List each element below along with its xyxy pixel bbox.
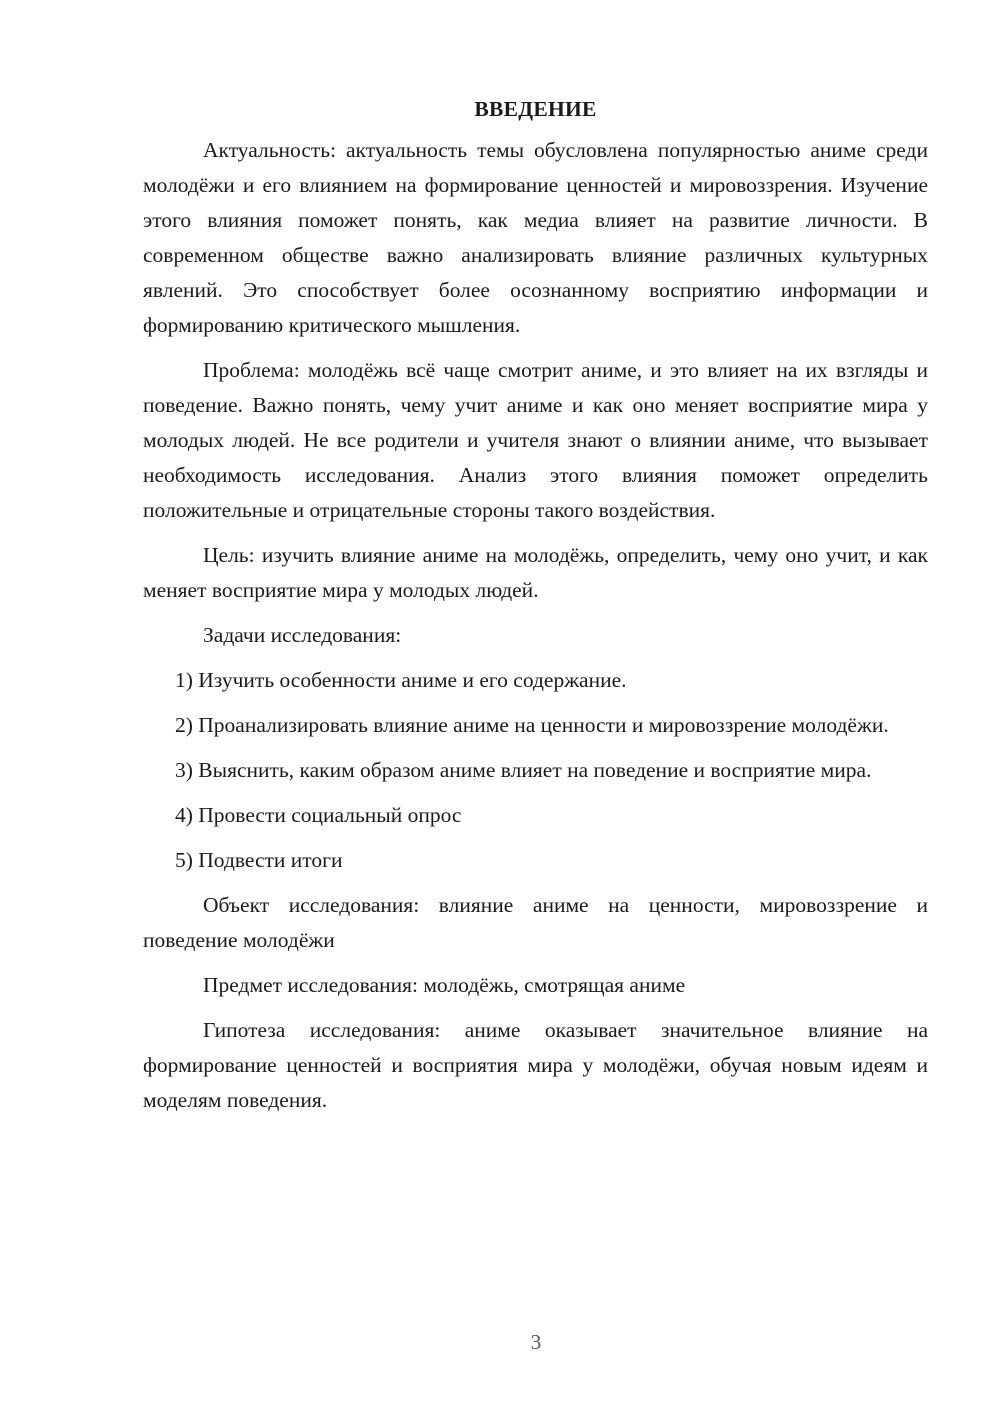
tasks-list [143,663,928,878]
problem-paragraph: Проблема: молодёжь всё чаще смотрит аниме, и это влияет на их взгляды и поведение. Важно понять, чему учит аниме и как оно меняет восприятие мира у молодых людей. Не все родители и учителя знают о влиянии аниме, что вызывает необходимость исследования. Анализ этого влияния поможет определить положительные и отрицательные стороны такого воздействия. [143,358,928,522]
task-item-3: 3) Выяснить, каким образом аниме влияет на поведение и восприятие мира. [175,758,872,782]
task-item-2: 2) Проанализировать влияние аниме на ценности и мировоззрение молодёжи. [175,713,889,737]
task-item-5: 5) Подвести итоги [175,848,343,872]
object-paragraph: Объект исследования: влияние аниме на ценности, мировоззрение и поведение молодёжи [143,893,928,952]
document-page [143,92,928,1128]
goal-paragraph: Цель: изучить влияние аниме на молодёжь, определить, чему оно учит, и как меняет восприятие мира у молодых людей. [143,543,928,602]
tasks-heading: Задачи исследования: [203,623,402,647]
hypothesis-paragraph: Гипотеза исследования: аниме оказывает значительное влияние на формирование ценностей и восприятия мира у молодёжи, обучая новым идеям и моделям поведения. [143,1018,928,1112]
task-item-1: 1) Изучить особенности аниме и его содержание. [175,668,627,692]
section-title: ВВЕДЕНИЕ [474,97,597,121]
subject-paragraph: Предмет исследования: молодёжь, смотрящая аниме [203,973,686,997]
relevance-paragraph: Актуальность: актуальность темы обусловлена популярностью аниме среди молодёжи и его влиянием на формирование ценностей и мировоззрения. Изучение этого влияния поможет понять, как медиа влияет на развитие личности. В современном обществе важно анализировать влияние различных культурных явлений. Это способствует более осознанному восприятию информации и формированию критического мышления. [143,138,928,337]
page-number: 3 [530,1330,542,1354]
task-item-4: 4) Провести социальный опрос [175,803,462,827]
